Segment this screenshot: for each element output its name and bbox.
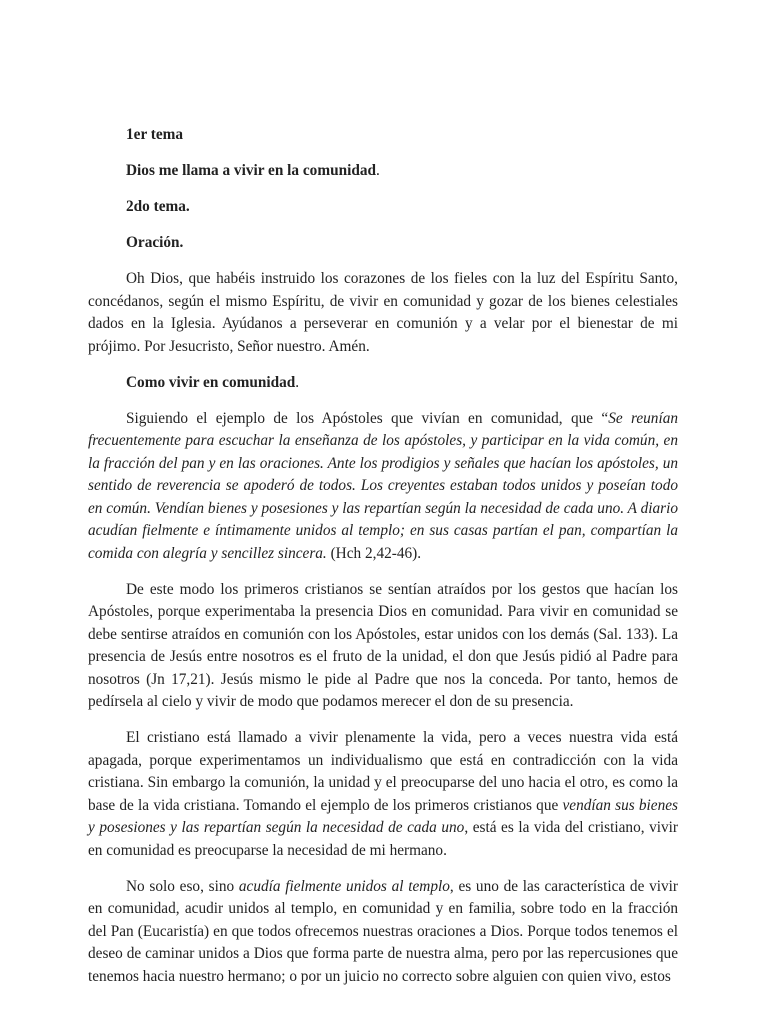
heading-second-theme <box>88 196 678 219</box>
prayer-paragraph: Oh Dios, que habéis instruido los corazones de los fieles con la luz del Espíritu Santo, concédanos, según el mismo Espíritu, de vivir en comunidad y gozar de los bienes celestiales dados en la Iglesia. Ayúdanos a perseverar en comunión y a velar por el bienestar de mi prójimo. Por Jesucristo, Señor nuestro. Amén. <box>88 270 678 355</box>
heading-how-to-live <box>88 372 678 395</box>
heading-second-theme-text: 2do tema. <box>126 198 190 215</box>
paragraph-christian-life <box>88 727 678 862</box>
heading-community-call-text: Dios me llama a vivir en la comunidad <box>126 162 377 179</box>
heading-how-to-live-text: Como vivir en comunidad <box>126 373 296 391</box>
acts-quote: Se reunían frecuentemente para escuchar la enseñanza de los apóstoles, y participar en la vida común, en la fracción del pan y en las oraciones. Ante los prodigios y señales que hacían los apóstoles, un sentido de reverencia se apoderó de todos. Los creyentes estaban todos unidos y poseían todo en común. Vendían bienes y posesiones y las repartían según la necesidad de cada uno. A diario acudían fielmente e íntimamente unidos al templo; en sus casas partían el pan, compartían la comida con alegría y sencillez sincera. <box>88 409 679 562</box>
paragraph-temple-end: , es uno de las característica de vivir en comunidad, acudir unidos al templo, en comunidad y en familia, sobre todo en la fracción del Pan (Eucaristía) en que todos ofrecemos nuestras oraciones a Dios. Porque todos tenemos el deseo de caminar unidos a Dios que forma parte de nuestra alma, pero por las repercusiones que tenemos hacia nuestro hermano; o por un juicio no correcto sobre alguien con quien vivo, estos <box>88 877 678 985</box>
paragraph-apostles-intro: Siguiendo el ejemplo de los Apóstoles que vivían en comunidad, que “ <box>126 409 609 427</box>
heading-community-call-period: . <box>376 162 380 179</box>
paragraph-christian-life-end: , está es la vida del cristiano, vivir en comunidad es preocuparse la necesidad de mi hermano. <box>88 819 678 859</box>
heading-how-to-live-period: . <box>295 373 300 391</box>
acts-citation: (Hch 2,42-46). <box>326 544 422 562</box>
document-page <box>88 124 678 988</box>
heading-prayer-text: Oración. <box>126 234 184 251</box>
heading-first-theme <box>88 124 678 147</box>
paragraph-temple <box>88 876 678 989</box>
heading-prayer <box>88 232 678 255</box>
heading-first-theme-text: 1er tema <box>126 126 184 143</box>
paragraph-temple-intro: No solo eso, sino <box>126 877 239 895</box>
paragraph-apostles-example <box>88 408 678 566</box>
temple-quote: acudía fielmente unidos al templo <box>238 877 450 895</box>
heading-community-call <box>88 160 678 183</box>
paragraph-christian-life-intro: El cristiano está llamado a vivir plenamente la vida, pero a veces nuestra vida está apagada, porque experimentamos un individualismo que está en contradicción con la vida cristiana. Sin embargo la comunión, la unidad y el preocuparse del uno hacia el otro, es como la base de la vida cristiana. Tomando el ejemplo de los primeros cristianos que <box>88 729 678 814</box>
sharing-goods-quote: vendían sus bienes y posesiones y las repartían según la necesidad de cada uno <box>88 796 678 836</box>
paragraph-first-christians: De este modo los primeros cristianos se sentían atraídos por los gestos que hacían los Apóstoles, porque experimentaba la presencia Dios en comunidad. Para vivir en comunidad se debe sentirse atraídos en comunión con los Apóstoles, estar unidos con los demás (Sal. 133). La presencia de Jesús entre nosotros es el fruto de la unidad, el don que Jesús pidió al Padre para nosotros (Jn 17,21). Jesús mismo le pide al Padre que nos la conceda. Por tanto, hemos de pedírsela al cielo y vivir de modo que podamos merecer el don de su presencia. <box>88 580 678 710</box>
